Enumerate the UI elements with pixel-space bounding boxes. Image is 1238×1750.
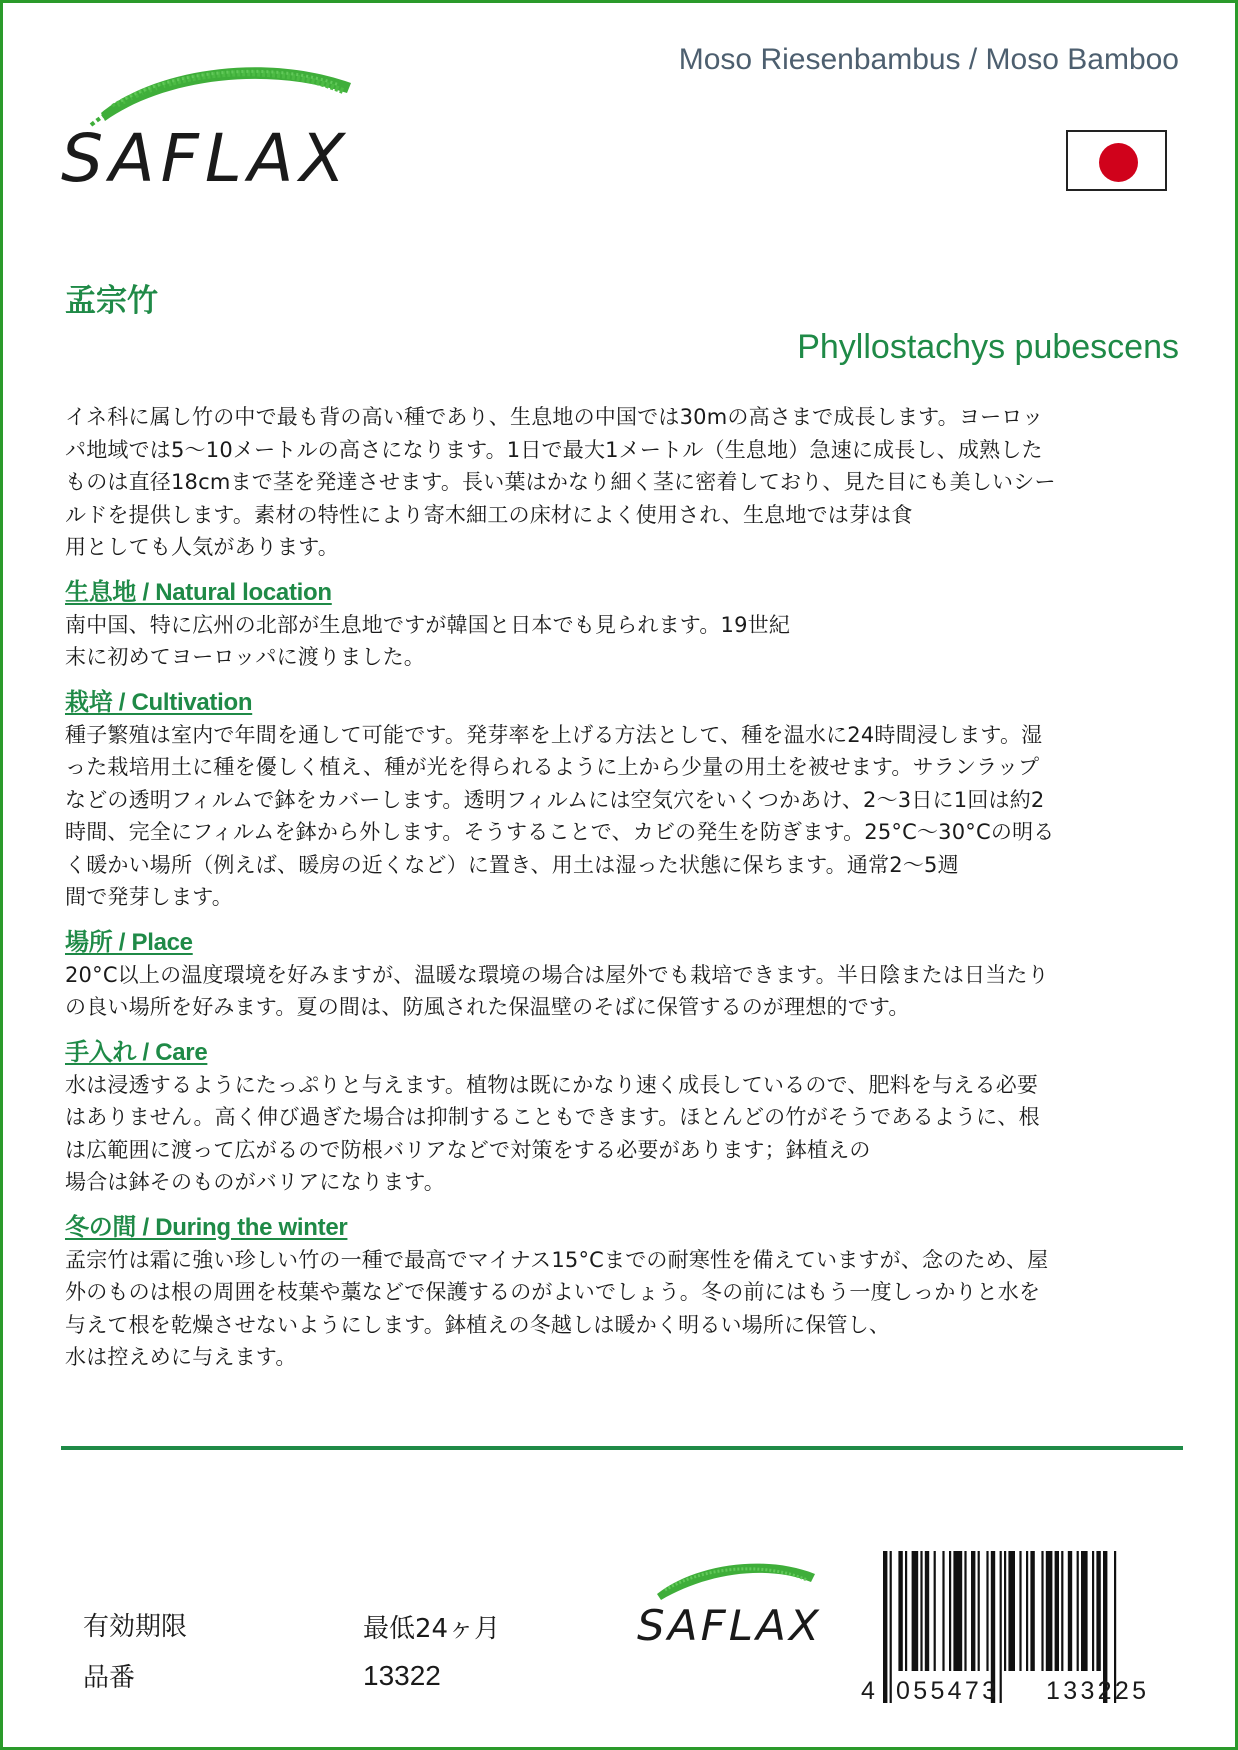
text-line: く暖かい場所（例えば、暖房の近くなど）に置き、用土は湿った状態に保ちます。通常2～5週	[65, 852, 959, 877]
barcode-bar	[1041, 1551, 1043, 1671]
barcode-bar	[1096, 1551, 1100, 1671]
barcode-right-group: 133225	[1046, 1677, 1146, 1703]
barcode-bar	[883, 1551, 887, 1703]
text-line: の良い場所を好みます。夏の間は、防風された保温壁のそばに保管するのが理想的です。	[65, 995, 910, 1019]
barcode-bar	[1046, 1551, 1053, 1671]
section-text-care	[65, 1069, 1185, 1199]
barcode-bar	[1004, 1551, 1006, 1671]
green-brush-swoosh-icon	[91, 67, 351, 125]
text-line: った栽培用土に種を優しく植え、種が光を得られるように上から少量の用土を被せます。サランラップ	[65, 755, 1040, 779]
barcode-bar	[898, 1551, 902, 1671]
text-line: 水は控えめに与えます。	[65, 1345, 297, 1369]
barcode-bar	[953, 1551, 962, 1671]
barcode-bar	[1068, 1551, 1072, 1671]
barcode-bar	[978, 1551, 980, 1671]
text-line: 末に初めてヨーロッパに渡りました。	[65, 645, 425, 669]
barcode	[861, 1551, 1187, 1703]
description-body	[65, 401, 1185, 1374]
text-line: イネ科に属し竹の中で最も背の高い種であり、生息地の中国では30mの高さまで成長します。ヨーロッ	[65, 405, 1044, 429]
barcode-bar	[1008, 1551, 1015, 1671]
text-line: 水は浸透するようにたっぷりと与えます。植物は既にかなり速く成長しているので、肥料を与える必要	[65, 1072, 1039, 1097]
barcode-bar	[1055, 1551, 1059, 1671]
barcode-bar	[912, 1551, 919, 1671]
expiry-value: 最低24ヶ月	[363, 1614, 501, 1644]
expiry-label: 有効期限	[83, 1612, 188, 1642]
japanese-plant-name: 孟宗竹	[65, 283, 158, 319]
saflax-logo-small	[635, 1548, 835, 1658]
section-heading-care: 手入れ / Care	[65, 1038, 208, 1066]
barcode-bar	[905, 1551, 907, 1671]
section-heading-winter: 冬の間 / During the winter	[65, 1213, 348, 1241]
barcode-bar	[971, 1551, 975, 1671]
barcode-bar	[1026, 1551, 1028, 1671]
text-line: パ地域では5～10メートルの高さになります。1日で最大1メートル（生息地）急速に成長し、成熟した	[65, 437, 1043, 462]
text-line: 孟宗竹は霜に強い珍しい竹の一種で最高でマイナス15°Cまでの耐寒性を備えていますが、念のため、屋	[65, 1247, 1049, 1272]
text-line: 用としても人気があります。	[65, 535, 339, 559]
product-title: Moso Riesenbambus / Moso Bamboo	[678, 43, 1179, 76]
barcode-bar	[920, 1551, 922, 1671]
text-line: 20°C以上の温度環境を好みますが、温暖な環境の場合は屋外でも栽培できます。半日陰または日当たり	[65, 962, 1049, 987]
green-brush-swoosh-icon	[657, 1564, 815, 1600]
barcode-bar	[1019, 1551, 1021, 1671]
barcode-bar	[1081, 1551, 1088, 1671]
section-text-natural-location	[65, 609, 1185, 674]
text-line: ものは直径18cmまで茎を発達させます。長い葉はかなり細く茎に密着しており、見た目にも美しいシー	[65, 470, 1056, 494]
barcode-bar	[1061, 1551, 1063, 1671]
barcode-left-group: 055473	[896, 1677, 996, 1703]
text-line: 南中国、特に広州の北部が生息地ですが韓国と日本でも見られます。19世紀	[65, 612, 791, 637]
barcode-bar	[964, 1551, 966, 1671]
logo-text: SAFLAX	[637, 1601, 822, 1650]
section-heading-place: 場所 / Place	[65, 928, 193, 956]
barcode-bar	[1030, 1551, 1034, 1671]
barcode-bar	[942, 1551, 944, 1671]
text-line: ルドを提供します。素材の特性により寄木細工の床材によく使用され、生息地では芽は食	[65, 502, 913, 527]
footer-divider	[61, 1446, 1183, 1450]
text-line: 場合は鉢そのものがバリアになります。	[65, 1170, 445, 1194]
japan-flag-icon	[1066, 130, 1167, 191]
text-line: 間で発芽します。	[65, 885, 233, 909]
text-line: 時間、完全にフィルムを鉢から外します。そうすることで、カビの発生を防ぎます。25°C〜30°Cの明る	[65, 820, 1055, 844]
barcode-bar	[1000, 1551, 1002, 1703]
barcode-bar	[934, 1551, 936, 1671]
barcode-bar	[890, 1551, 892, 1703]
text-line: 与えて根を乾燥させないようにします。鉢植えの冬越しは暖かく明るい場所に保管し、	[65, 1312, 891, 1337]
saflax-logo	[61, 41, 401, 211]
section-heading-cultivation: 栽培 / Cultivation	[65, 688, 253, 716]
latin-plant-name: Phyllostachys pubescens	[797, 328, 1179, 366]
section-heading-natural-location: 生息地 / Natural location	[65, 578, 332, 606]
item-number-label: 品番	[83, 1663, 136, 1693]
text-line: は広範囲に渡って広がるので防根バリアなどで対策をする必要があります；鉢植えの	[65, 1137, 871, 1162]
item-number-value: 13322	[363, 1660, 441, 1691]
text-line: 種子繁殖は室内で年間を通して可能です。発芽率を上げる方法として、種を温水に24時間浸します。湿	[65, 722, 1043, 747]
barcode-first-digit: 4	[861, 1677, 875, 1703]
logo-text: SAFLAX	[61, 120, 351, 197]
barcode-bar	[1092, 1551, 1094, 1671]
text-line: などの透明フィルムで鉢をカバーします。透明フィルムには空気穴をいくつかあけ、2～3日に1回は約2	[65, 787, 1045, 812]
section-text-winter	[65, 1244, 1185, 1374]
text-line: 外のものは根の周囲を枝葉や藁などで保護するのがよいでしょう。冬の前にはもう一度しっかりと水を	[65, 1280, 1041, 1304]
barcode-bar	[1077, 1551, 1079, 1671]
text-line: はありません。高く伸び過ぎた場合は抑制することもできます。ほとんどの竹がそうであるように、根	[65, 1105, 1040, 1129]
intro-paragraph	[65, 401, 1185, 564]
section-text-place	[65, 959, 1185, 1024]
barcode-bar	[925, 1551, 929, 1671]
section-text-cultivation	[65, 719, 1185, 914]
barcode-bar	[949, 1551, 951, 1671]
barcode-bar	[986, 1551, 988, 1671]
